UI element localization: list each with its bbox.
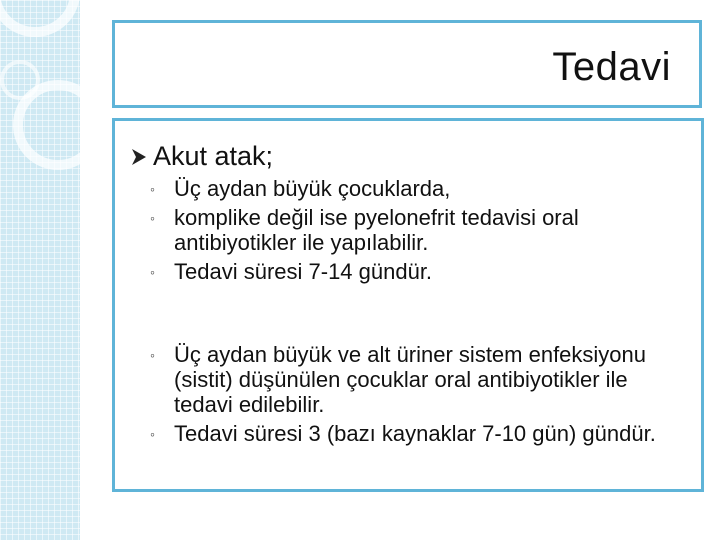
list-item [147, 342, 687, 417]
circle-bullet-icon: ◦ [150, 347, 155, 363]
list-item [147, 259, 687, 284]
list-item-text: Tedavi süresi 3 (bazı kaynaklar 7-10 gün) gündür. [174, 421, 656, 446]
content-box [112, 118, 704, 492]
circle-bullet-icon: ◦ [150, 264, 155, 280]
circle-bullet-icon: ◦ [150, 181, 155, 197]
title-box [112, 20, 702, 108]
list-item [147, 421, 687, 446]
circle-bullet-icon: ◦ [150, 210, 155, 226]
slide-title: Tedavi [552, 45, 671, 89]
circle-bullet-icon: ◦ [150, 426, 155, 442]
sub-bullet-list-a [147, 176, 687, 284]
heading-bullet-item [131, 141, 273, 172]
list-item-text: komplike değil ise pyelonefrit tedavisi oral antibiyotikler ile yapılabilir. [174, 205, 579, 255]
list-item-text: Tedavi süresi 7-14 gündür. [174, 259, 433, 284]
decorative-side-panel [0, 0, 80, 540]
sub-bullet-list-b [147, 342, 687, 446]
list-item [147, 205, 687, 255]
list-item-text: Üç aydan büyük çocuklarda, [174, 176, 451, 201]
list-item [147, 176, 687, 201]
list-item-text: Üç aydan büyük ve alt üriner sistem enfeksiyonu (sistit) düşünülen çocuklar oral antibiyotikler ile tedavi edilebilir. [174, 342, 647, 417]
decorative-circles-icon [0, 0, 80, 540]
arrow-bullet-icon [131, 148, 147, 166]
heading-text: Akut atak; [153, 141, 274, 171]
